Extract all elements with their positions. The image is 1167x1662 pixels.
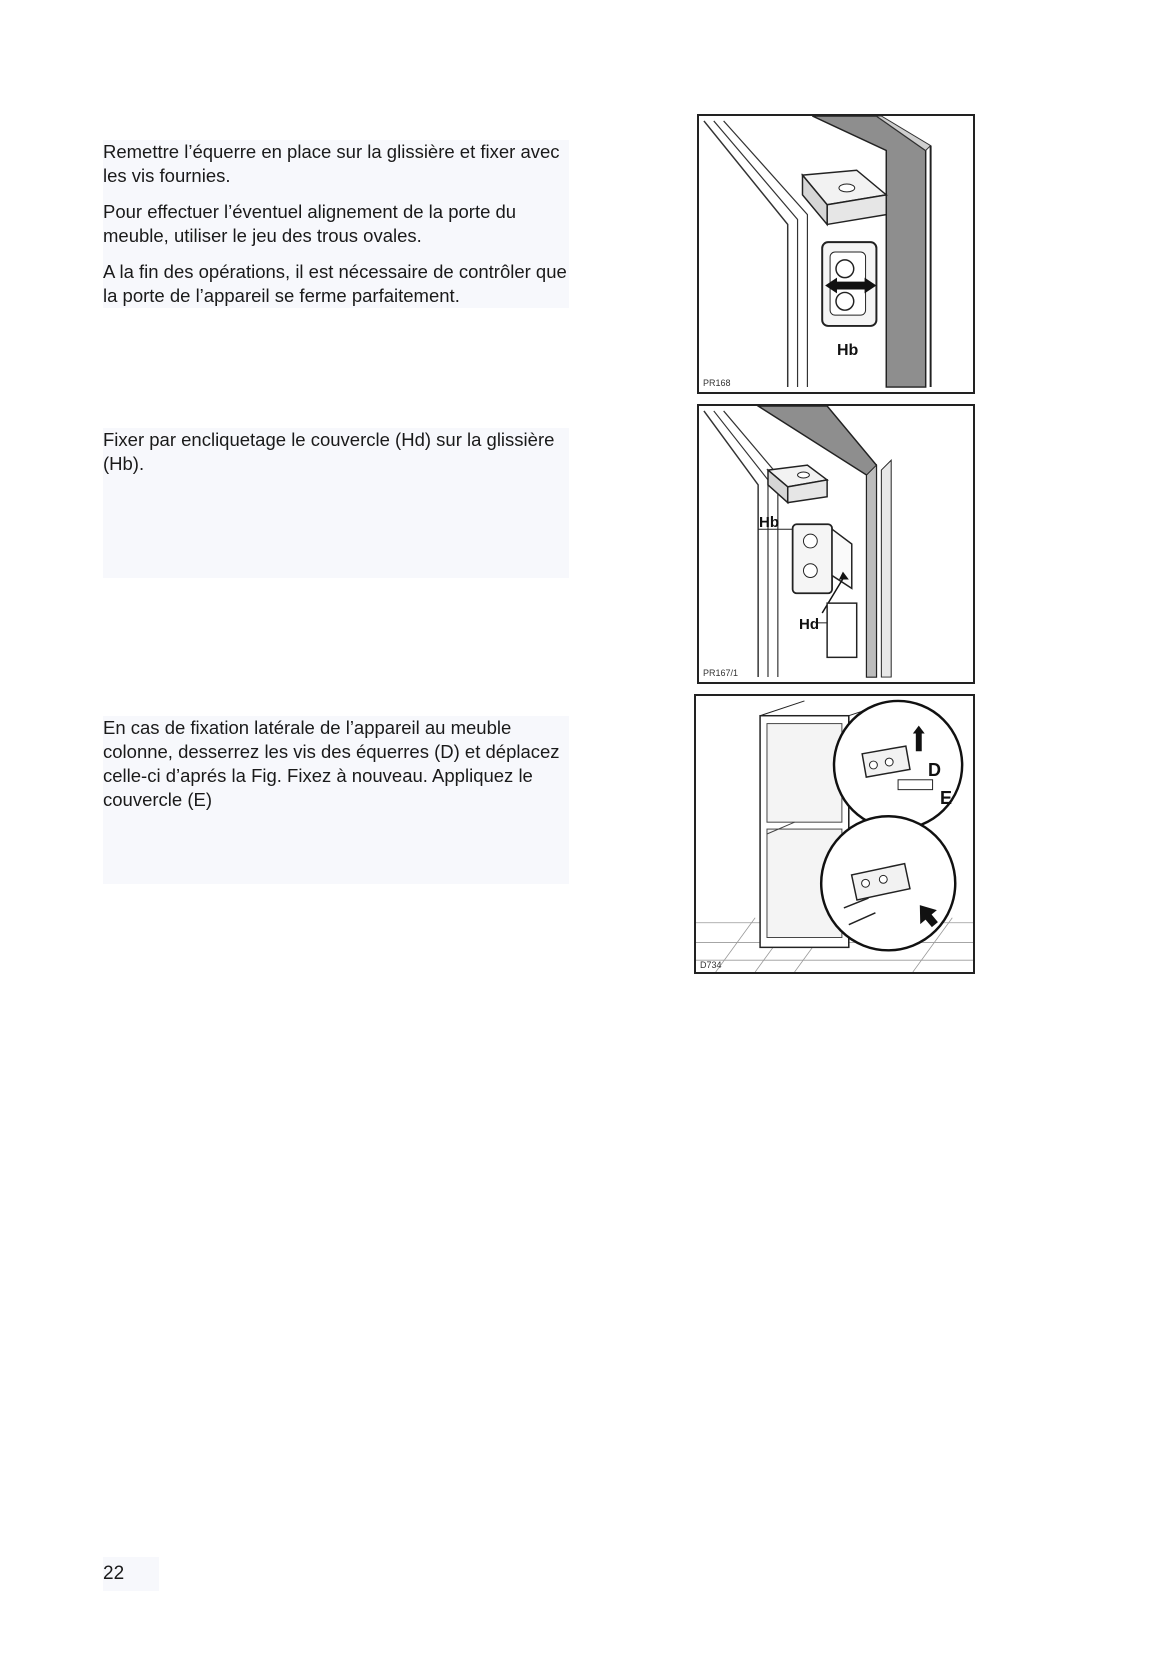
figure-code: PR168	[703, 378, 731, 388]
figure-lateral-fixing	[694, 694, 975, 974]
label-hd: Hd	[799, 616, 819, 633]
label-d: D	[928, 760, 941, 780]
paragraph: En cas de fixation latérale de l’appareil au meuble colonne, desserrez les vis des équerres (D) et déplacez celle-ci d’aprés la Fig. Fixez à nouveau. Appliquez le couvercle (E)	[103, 717, 560, 810]
cover-snap-illustration	[699, 406, 973, 682]
label-e: E	[940, 788, 953, 808]
hinge-slide-illustration	[699, 116, 973, 392]
figure-code: PR167/1	[703, 668, 739, 678]
page-number: 22	[103, 1557, 159, 1591]
paragraph: Pour effectuer l’éventuel alignement de la porte du meuble, utiliser le jeu des trous ovales.	[103, 201, 517, 246]
figure-code: D734	[700, 960, 722, 970]
figure-hinge-adjustment	[697, 114, 975, 394]
lateral-fixing-illustration	[696, 696, 973, 972]
instruction-block-2	[103, 428, 569, 578]
paragraph: Fixer par encliquetage le couvercle (Hd) sur la glissière (Hb).	[103, 429, 555, 474]
instruction-block-3	[103, 716, 569, 884]
paragraph: Remettre l’équerre en place sur la glissière et fixer avec les vis fournies.	[103, 141, 560, 186]
paragraph: A la fin des opérations, il est nécessaire de contrôler que la porte de l’appareil se ferme parfaitement.	[103, 261, 567, 306]
label-hb: Hb	[759, 514, 779, 531]
instruction-block-1	[103, 140, 569, 308]
figure-cover-snap	[697, 404, 975, 684]
label-hb: Hb	[837, 342, 859, 359]
